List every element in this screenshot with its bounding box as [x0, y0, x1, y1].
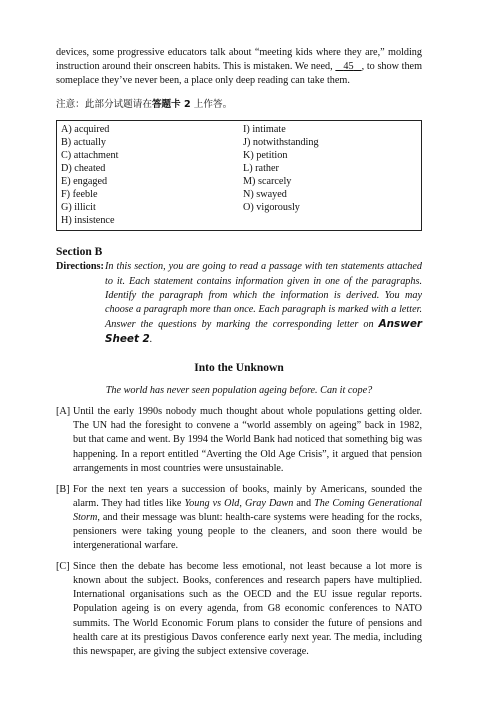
blank-45: 45: [343, 61, 354, 73]
word-option: M) scarcely: [243, 176, 292, 188]
paragraph-a: [56, 405, 422, 475]
book-title: Young vs Old: [184, 497, 240, 509]
paragraph-label: [C]: [56, 561, 70, 573]
book-title: Gray Dawn: [244, 497, 294, 509]
word-option: D) cheated: [61, 163, 106, 175]
word-option: L) rather: [243, 163, 279, 175]
paragraph-text: Since then the debate has become less emotional, not least because a lot more is known about the subject. Books, conferences and research papers have multiplied. International organisations such as the OECD and the EU issue regular reports. Population ageing is on every agenda, from G8 economic conferences to NATO summits. The World Economic Forum plans to consider the future of pensions and health care at its prestigious Davos conference early next year. The media, including this newspaper, are giving the subject extensive coverage.: [73, 561, 422, 657]
paragraph-b: [56, 483, 422, 553]
answer-sheet-ref: 答题卡 2: [151, 99, 191, 111]
answer-sheet-label: Answer Sheet 2: [105, 317, 422, 345]
word-option: A) acquired: [61, 124, 110, 136]
section-heading: Section B: [56, 246, 103, 259]
exam-page: [56, 46, 422, 659]
intro-paragraph: [56, 46, 422, 88]
directions: [56, 260, 422, 347]
word-option: F) feeble: [61, 189, 98, 201]
word-bank: [56, 120, 422, 231]
book-title: The Coming Generational Storm: [73, 497, 423, 523]
word-option: J) notwithstanding: [243, 137, 319, 149]
word-option-empty: [239, 214, 422, 231]
word-option: E) engaged: [61, 176, 108, 188]
word-option: B) actually: [61, 137, 106, 149]
intro-line2: , to show them someplace they’ve never been, a place only deep reading can take them.: [56, 61, 423, 87]
answer-sheet-note: 注意：此部分试题请在答题卡 2 上作答。: [56, 99, 233, 111]
word-option: H) insistence: [61, 215, 115, 227]
word-option: G) illicit: [61, 202, 96, 214]
word-option: K) petition: [243, 150, 288, 162]
intro-line1: devices, some progressive educators talk about “meeting kids where they are,” molding instruction around their onscreen habits. This is mistaken. We need,: [56, 47, 422, 73]
paragraph-label: [A]: [56, 406, 71, 418]
word-option: N) swayed: [243, 189, 287, 201]
word-option: C) attachment: [61, 150, 119, 162]
directions-text: In this section, you are going to read a passage with ten statements attached to it. Each statement contains information given in one of the paragraphs. Identify the paragraph from which the information is derived. You may choose a paragraph more than once. Each paragraph is marked with a letter. Answer the questions by marking the corresponding letter on Answer Sheet 2.: [105, 261, 422, 345]
directions-label: Directions:: [56, 261, 104, 273]
word-option: O) vigorously: [243, 202, 300, 214]
paragraph-c: [56, 560, 422, 659]
passage-title: Into the Unknown: [194, 362, 284, 375]
paragraph-text: For the next ten years a succession of books, mainly by Americans, sounded the alarm. They had titles like Young vs Old, Gray Dawn and The Coming Generational Storm, and their message was blunt: health-care systems were heading for the rocks, pensioners were taking young people to the cleaners, and soon there would be intergenerational warfare.: [73, 483, 423, 552]
passage-subtitle: The world has never seen population ageing before. Can it cope?: [105, 385, 373, 397]
word-option: I) intimate: [243, 124, 286, 136]
paragraph-text: Until the early 1990s nobody much thought about whole populations getting older. The UN had the foresight to convene a “world assembly on ageing” back in 1982, but that came and went. By 1994 the World Bank had noticed that something big was happening. In a report entitled “Averting the Old Age Crisis”, it argued that pension arrangements in most countries were unsustainable.: [73, 406, 422, 474]
paragraph-label: [B]: [56, 483, 70, 495]
